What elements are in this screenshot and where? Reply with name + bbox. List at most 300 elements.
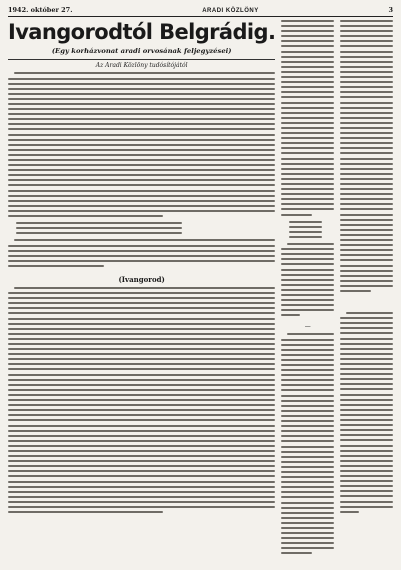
text-line [281,45,334,47]
text-line [8,164,275,166]
text-line [340,56,393,58]
text-line [281,552,312,554]
text-line [8,511,163,513]
text-line [8,384,275,386]
text-line [340,25,393,27]
text-line [340,490,393,492]
text-line [281,461,334,463]
text-line [340,96,393,98]
text-line [8,78,275,80]
paper-name: ARADI KÖZLÖNY [202,8,259,14]
text-line [8,250,275,252]
text-line [281,532,334,534]
text-line [340,475,393,477]
text-line [340,259,393,261]
text-line [8,154,275,156]
text-line [8,265,104,267]
text-line [8,312,275,314]
text-line [281,537,334,539]
text-line [8,328,275,330]
text-line [281,163,334,165]
text-line [8,134,275,136]
text-line [281,269,334,271]
text-line [8,169,275,171]
text-line [289,236,322,238]
text-line [281,425,334,427]
text-line [281,395,334,397]
text-line [340,450,393,452]
paragraph [8,72,275,220]
text-line [340,378,393,380]
text-line [281,294,334,296]
text-line [340,280,393,282]
issue-date: 1942. október 27. [8,6,73,14]
text-line [8,159,275,161]
text-line [8,255,275,257]
text-line [8,475,275,477]
text-line [8,184,275,186]
text-line [340,102,393,104]
text-line [340,229,393,231]
text-line [340,61,393,63]
text-line [281,147,334,149]
page-number: 3 [388,6,393,14]
text-line [340,399,393,401]
text-line [340,168,393,170]
text-line [281,486,334,488]
text-line [8,83,275,85]
text-line [340,254,393,256]
text-line [8,93,275,95]
text-line [340,127,393,129]
text-line [340,30,393,32]
text-line [281,517,334,519]
text-line [8,363,275,365]
text-line [340,445,393,447]
text-line [281,547,334,549]
text-line [8,338,275,340]
text-line [340,485,393,487]
text-line [340,270,393,272]
text-line [340,419,393,421]
text-line [281,122,334,124]
text-line [8,470,275,472]
text-line [281,476,334,478]
text-line [8,190,275,192]
text-line [340,327,393,329]
text-line [281,379,334,381]
text-line [8,98,275,100]
text-line [281,158,334,160]
text-line [8,455,275,457]
text-line [281,263,334,265]
text-line [340,76,393,78]
text-line [340,501,393,503]
text-line [281,178,334,180]
text-line [281,137,334,139]
text-line [281,214,312,216]
column-middle [281,20,334,570]
text-line [340,198,393,200]
text-line [340,147,393,149]
column-right [340,20,393,570]
text-line [340,460,393,462]
text-line [340,275,393,277]
text-line [340,409,393,411]
text-line [281,35,334,37]
text-line [281,30,334,32]
text-line [340,506,393,508]
text-line [340,439,393,441]
text-line [14,72,275,74]
text-line [340,338,393,340]
text-line [8,506,275,508]
text-line [281,456,334,458]
text-line [340,137,393,139]
text-line [281,299,334,301]
text-line [340,208,393,210]
text-line [340,178,393,180]
text-line [8,215,163,217]
text-line [281,527,334,529]
text-line [340,429,393,431]
text-line [340,348,393,350]
text-line [340,122,393,124]
text-line [8,486,275,488]
text-line [281,349,334,351]
text-line [8,348,275,350]
text-line [340,480,393,482]
text-line [340,434,393,436]
text-line [8,358,275,360]
text-line [8,174,275,176]
text-line [340,158,393,160]
text-line [281,56,334,58]
text-line [340,91,393,93]
text-line [8,425,275,427]
text-line [340,290,371,292]
byline: Az Aradi Közlöny tudósítójától [95,62,188,70]
text-line [281,40,334,42]
text-line [289,231,322,233]
text-line [8,103,275,105]
text-line [340,424,393,426]
paragraph [281,20,334,219]
text-line [8,245,275,247]
text-line [281,142,334,144]
text-line [281,279,334,281]
text-line [8,323,275,325]
text-line [287,333,334,335]
text-line [340,183,393,185]
text-line [281,253,334,255]
text-line [8,179,275,181]
text-line [281,502,334,504]
text-line [281,405,334,407]
text-line [8,450,275,452]
section-heading [340,300,393,309]
text-line [8,108,275,110]
text-line [8,297,275,299]
text-line [281,51,334,53]
text-line [8,200,275,202]
text-line [281,384,334,386]
text-line [281,127,334,129]
text-line [8,374,275,376]
text-line [340,81,393,83]
text-line [8,149,275,151]
paragraph [8,287,275,516]
text-line [8,144,275,146]
text-line [16,227,182,229]
text-line [8,343,275,345]
text-line [281,20,334,22]
text-line [281,410,334,412]
text-line [340,383,393,385]
text-line [281,76,334,78]
text-line [340,112,393,114]
text-line [289,221,322,223]
article-subtitle: (Egy korházvonat aradi orvosának feljegyzései) [51,47,232,56]
text-line [281,507,334,509]
text-line [281,66,334,68]
text-line [8,460,275,462]
columns [8,20,393,570]
text-line [281,112,334,114]
text-line [340,358,393,360]
text-line [281,304,334,306]
text-line [281,415,334,417]
text-line [340,214,393,216]
text-line [281,117,334,119]
text-line [340,265,393,267]
text-line [281,369,334,371]
text-line [340,343,393,345]
text-line [281,102,334,104]
text-line [281,25,334,27]
text-line [281,430,334,432]
text-line [340,388,393,390]
text-line [281,198,334,200]
text-line [340,465,393,467]
text-line [281,284,334,286]
text-line [340,107,393,109]
text-line [281,451,334,453]
text-line [281,152,334,154]
text-line [16,222,182,224]
text-line [281,344,334,346]
text-line [281,400,334,402]
text-line [281,440,334,442]
text-line [281,248,334,250]
text-line [340,249,393,251]
text-line [8,123,275,125]
text-line [346,312,393,314]
text-line [340,239,393,241]
text-line [340,234,393,236]
text-line [8,491,275,493]
headline: Ivangorodtól Belgrádig. [8,20,276,44]
text-line [8,139,275,141]
text-line [281,522,334,524]
text-line [8,394,275,396]
text-line [8,195,275,197]
text-line [340,142,393,144]
text-line [281,496,334,498]
text-line [289,226,322,228]
text-line [8,302,275,304]
text-line [340,470,393,472]
text-line [281,289,334,291]
text-line [8,260,275,262]
text-line [340,394,393,396]
text-line [8,430,275,432]
text-line [8,481,275,483]
text-line [340,173,393,175]
text-line [281,193,334,195]
text-line [8,307,275,309]
paragraph [8,239,275,270]
text-line [8,318,275,320]
text-line [281,274,334,276]
text-line [281,512,334,514]
text-line [8,333,275,335]
text-line [8,414,275,416]
text-line [8,409,275,411]
divider [8,59,275,60]
text-line [281,364,334,366]
text-line [340,193,393,195]
text-line [281,420,334,422]
text-line [281,471,334,473]
text-line [281,389,334,391]
text-line [8,419,275,421]
text-line [281,203,334,205]
text-line [8,445,275,447]
text-line [8,404,275,406]
text-line [340,188,393,190]
text-line [8,292,275,294]
paragraph [281,243,334,319]
text-line [8,368,275,370]
text-line [281,71,334,73]
text-line [340,244,393,246]
text-line [340,20,393,22]
text-line [281,81,334,83]
text-line [8,440,275,442]
text-line [8,353,275,355]
text-line [340,363,393,365]
text-line [281,491,334,493]
text-line [340,163,393,165]
text-line [281,481,334,483]
text-line [281,168,334,170]
text-line [281,183,334,185]
text-line [8,118,275,120]
text-line [340,368,393,370]
text-line [8,435,275,437]
text-line [281,61,334,63]
text-line [340,132,393,134]
text-line [340,332,393,334]
text-line [16,232,182,234]
column-left [8,20,275,570]
text-line [281,107,334,109]
text-line [14,287,275,289]
text-line [281,208,334,210]
text-line [340,511,359,513]
text-line [340,285,393,287]
text-line [8,496,275,498]
text-line [281,86,334,88]
text-line [8,379,275,381]
paragraph [340,20,393,295]
text-line [281,173,334,175]
text-line [340,373,393,375]
masthead [8,6,393,17]
text-line [340,219,393,221]
text-line [281,96,334,98]
section-separator: — [304,323,311,331]
text-line [281,339,334,341]
text-line [340,203,393,205]
text-line [281,309,334,311]
text-line [340,404,393,406]
paragraph [281,333,334,557]
section-heading: (Ivangorod) [118,274,165,284]
text-line [340,317,393,319]
text-line [340,495,393,497]
text-line [281,359,334,361]
text-line [281,91,334,93]
text-line [340,71,393,73]
text-line [340,45,393,47]
text-line [8,389,275,391]
text-line [281,446,334,448]
text-line [340,35,393,37]
text-line [340,117,393,119]
text-line [281,314,300,316]
text-line [340,51,393,53]
text-line [281,132,334,134]
text-line [281,466,334,468]
text-line [340,414,393,416]
text-line [340,86,393,88]
text-line [8,88,275,90]
text-line [281,374,334,376]
text-line [281,258,334,260]
text-line [281,542,334,544]
dialogue [281,221,334,241]
text-line [281,354,334,356]
text-line [281,435,334,437]
paragraph [340,312,393,516]
text-line [8,501,275,503]
text-line [8,465,275,467]
text-line [8,205,275,207]
text-line [340,455,393,457]
text-line [8,399,275,401]
text-line [8,128,275,130]
text-line [287,243,334,245]
text-line [340,224,393,226]
text-line [14,239,275,241]
text-line [340,152,393,154]
text-line [8,113,275,115]
dialogue [8,222,275,237]
text-line [340,353,393,355]
text-line [8,210,275,212]
